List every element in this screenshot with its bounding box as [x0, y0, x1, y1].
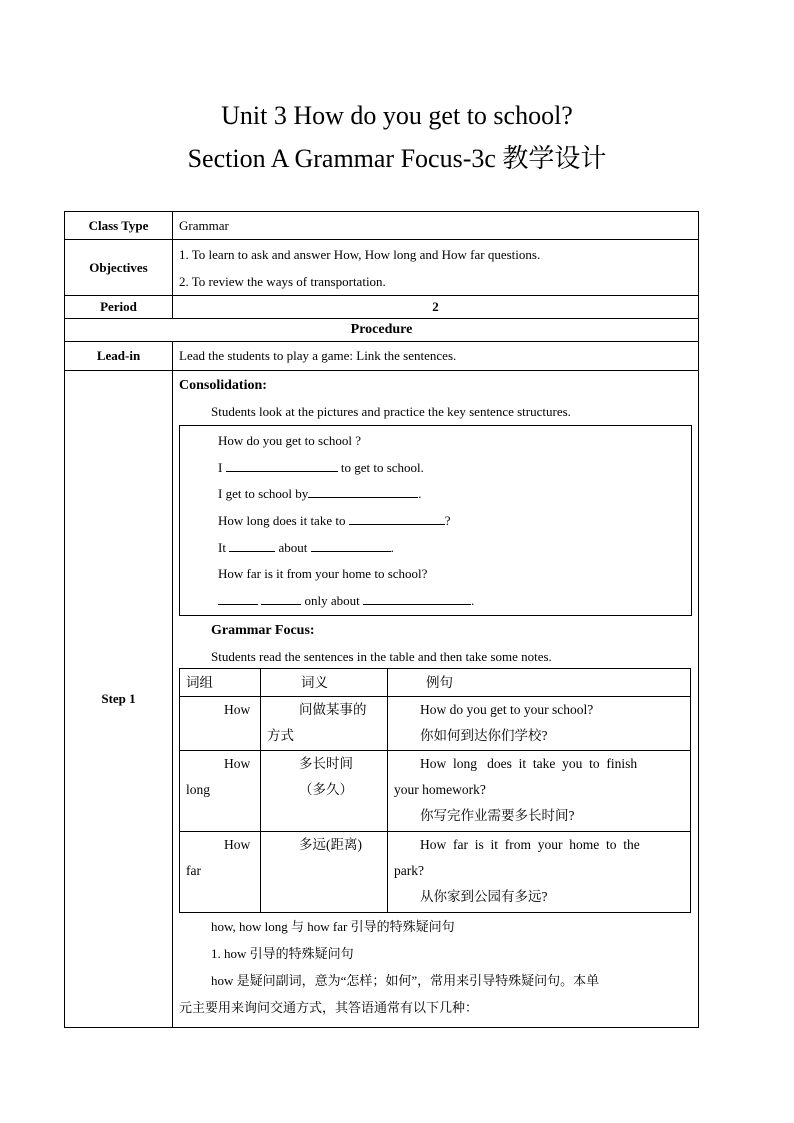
practice-line: How far is it from your home to school? — [218, 566, 428, 582]
meaning-text: 多长时间 — [299, 755, 353, 771]
lead-in-value: Lead the students to play a game: Link the sentences. — [173, 342, 699, 371]
grammar-focus-title: Grammar Focus: — [211, 622, 315, 638]
header-meaning: 词义 — [261, 668, 388, 696]
phrase-cell — [180, 831, 261, 912]
note-line: 元主要用来询问交通方式，其答语通常有以下几种： — [179, 999, 479, 1015]
phrase-text: How — [224, 701, 251, 717]
example-zh: 你如何到达你们学校? — [420, 727, 548, 743]
consolidation-intro: Students look at the pictures and practice the key sentence structures. — [211, 404, 571, 419]
row-period — [65, 296, 699, 319]
period-value: 2 — [173, 296, 699, 319]
meaning-text: 问做某事的 — [299, 701, 367, 717]
header-phrase: 词组 — [180, 668, 261, 696]
row-step1 — [65, 371, 699, 1028]
procedure-heading: Procedure — [65, 319, 699, 342]
row-lead-in — [65, 342, 699, 371]
period-label: Period — [65, 296, 173, 319]
grammar-row — [180, 831, 691, 912]
class-type-value: Grammar — [173, 212, 699, 240]
practice-text: about — [278, 539, 308, 555]
meaning-text: 方式 — [267, 727, 294, 743]
row-objectives — [65, 240, 699, 296]
practice-text: to get to school. — [340, 459, 424, 475]
class-type-label: Class Type — [65, 212, 173, 240]
note-line: how 是疑问副词，意为“怎样；如何”，常用来引导特殊疑问句。本单 — [211, 972, 600, 988]
example-en: park? — [394, 862, 424, 878]
practice-line — [180, 508, 691, 535]
example-zh: 你写完作业需要多长时间? — [420, 807, 575, 823]
document-title-line1: Unit 3 How do you get to school? — [221, 101, 573, 130]
practice-text: I get to school by — [218, 486, 309, 502]
meaning-text: （多久） — [299, 781, 353, 797]
grammar-table — [179, 668, 691, 913]
practice-line: only about . — [180, 588, 691, 615]
meaning-cell — [261, 750, 388, 831]
objective-item: 2. To review the ways of transportation. — [179, 273, 386, 289]
practice-line: It about . — [180, 535, 691, 562]
row-procedure — [65, 319, 699, 342]
phrase-text: far — [186, 862, 201, 878]
practice-text: It — [218, 539, 226, 555]
phrase-cell — [180, 750, 261, 831]
practice-text: ? — [444, 513, 451, 529]
sentence-practice-box — [179, 425, 692, 616]
grammar-row — [180, 750, 691, 831]
practice-line — [180, 455, 691, 482]
meaning-text: 多远(距离) — [299, 836, 362, 852]
phrase-text: long — [186, 781, 211, 797]
grammar-table-header — [180, 668, 691, 696]
note-line: 1. how 引导的特殊疑问句 — [211, 945, 354, 961]
step1-label: Step 1 — [65, 371, 173, 1028]
objectives-value — [173, 240, 699, 296]
blank — [226, 457, 338, 472]
example-cell — [388, 750, 691, 831]
objectives-label: Objectives — [65, 240, 173, 296]
example-en: How long does it take you to finish — [420, 755, 638, 771]
meaning-cell — [261, 696, 388, 750]
lesson-plan-table — [64, 211, 699, 1028]
phrase-text: How — [224, 755, 251, 771]
header-example: 例句 — [388, 668, 691, 696]
phrase-cell — [180, 696, 261, 750]
example-en: How do you get to your school? — [420, 701, 594, 717]
practice-line: How do you get to school ? — [218, 433, 361, 448]
example-zh: 从你家到公园有多远? — [420, 888, 548, 904]
practice-text: only about — [304, 593, 360, 609]
blank — [363, 590, 471, 605]
example-cell — [388, 696, 691, 750]
blank — [218, 590, 258, 605]
row-class-type — [65, 212, 699, 240]
meaning-cell — [261, 831, 388, 912]
grammar-row — [180, 696, 691, 750]
example-en: your homework? — [394, 781, 486, 797]
blank — [311, 537, 391, 552]
blank — [229, 537, 275, 552]
practice-line: I get to school by . — [180, 481, 691, 508]
phrase-text: How — [224, 836, 251, 852]
blank — [308, 483, 418, 498]
practice-text: I — [218, 459, 223, 475]
practice-text: How long does it take to — [218, 513, 346, 529]
note-line: how, how long 与 how far 引导的特殊疑问句 — [211, 918, 455, 934]
example-en: How far is it from your home to the — [420, 836, 640, 852]
document-title-line2: Section A Grammar Focus-3c 教学设计 — [187, 144, 607, 173]
grammar-focus-intro: Students read the sentences in the table and then take some notes. — [211, 648, 552, 664]
step1-content — [173, 371, 699, 1028]
blank — [261, 590, 301, 605]
objective-item: 1. To learn to ask and answer How, How long and How far questions. — [179, 246, 541, 262]
blank — [349, 510, 445, 525]
example-cell — [388, 831, 691, 912]
consolidation-title: Consolidation: — [179, 378, 267, 393]
lead-in-label: Lead-in — [65, 342, 173, 371]
